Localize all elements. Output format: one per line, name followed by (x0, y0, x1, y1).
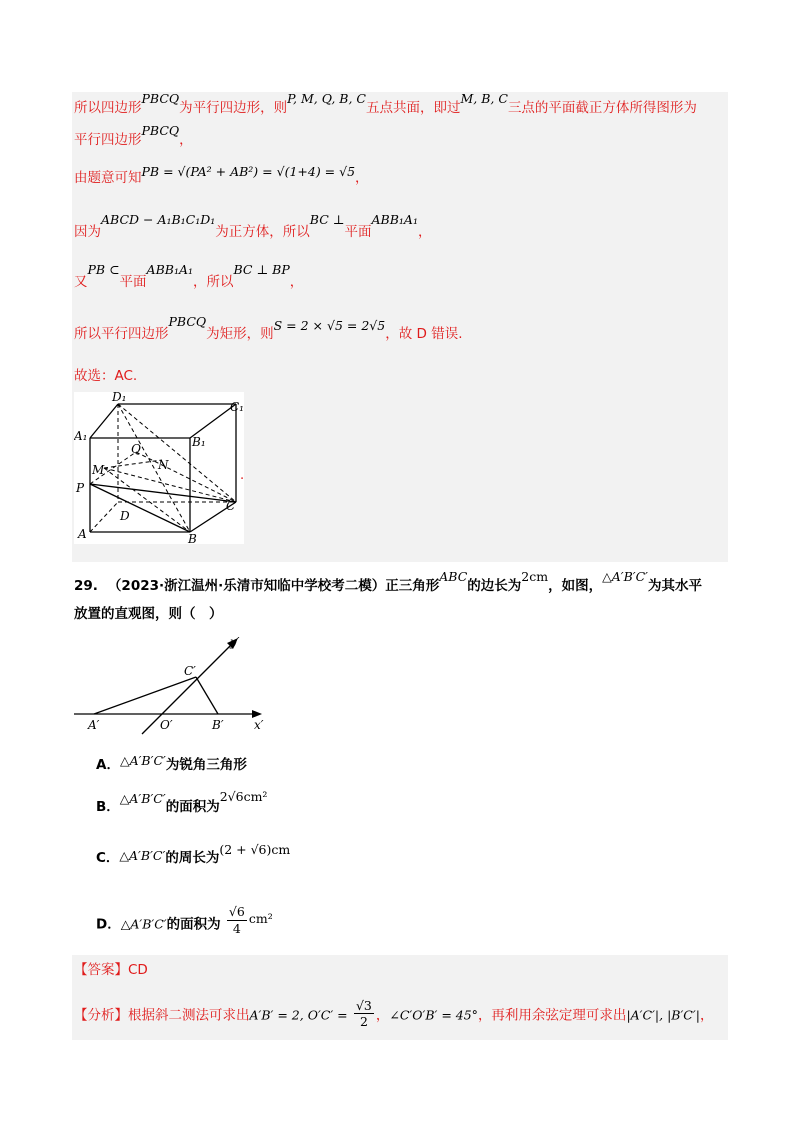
label-b-prime: B′ (212, 718, 224, 732)
option-d[interactable]: D．△A′B′C′的面积为 $\frac{√6}{4}$ cm² (96, 904, 273, 936)
label-x-prime: x′ (254, 718, 264, 732)
problem-stem: 29. （2023·浙江温州·乐清市知临中学校考二模）正三角形ABC的边长为2cm，如图，△A′B′C′为其水平 (74, 569, 702, 594)
option-c[interactable]: C．△A′B′C′的周长为(2 + √6)cm (96, 842, 291, 866)
label-a1: A₁ (74, 429, 88, 443)
label-c-prime: C′ (184, 664, 196, 678)
segment-pb (90, 484, 190, 532)
label-b: B (188, 532, 197, 544)
cube-figure (74, 392, 244, 544)
answer-line: 【答案】CD (74, 962, 148, 978)
label-a: A (78, 527, 87, 541)
label-n: N (158, 458, 169, 472)
analysis-fraction: $\frac{√3}{2}$ (355, 998, 372, 1029)
label-y-prime: y′ (230, 635, 240, 649)
x-axis-arrow (252, 710, 262, 718)
solution-choice: 故选：AC. (74, 368, 138, 384)
analysis-line: 【分析】根据斜二测法可求出A′B′ = 2, O′C′ = $\frac{√3}{2}$ ，∠C′O′B′ = 45°，再利用余弦定理可求出|A′C′|, |B′C′|， (74, 998, 714, 1029)
solution-line-5: 又PB ⊂平面ABB₁A₁，所以BC ⊥ BP， (74, 262, 304, 290)
option-d-fraction: $\frac{√6}{4}$ (228, 904, 245, 936)
solution-line-2: 平行四边形PBCQ， (74, 123, 193, 148)
label-q: Q (131, 442, 141, 456)
label-m: M (92, 463, 105, 477)
label-d1: D₁ (112, 392, 127, 404)
segment-mb (104, 468, 190, 532)
solution-line-3: 由题意可知PB = √(PA² + AB²) = √(1+4) = √5， (74, 164, 369, 186)
label-c1: C₁ (230, 400, 244, 414)
label-a-prime: A′ (88, 718, 100, 732)
solution-line-1: 所以四边形PBCQ为平行四边形，则P, M, Q, B, C五点共面，即过M, B, C三点的平面截正方体所得图形为 (74, 91, 697, 116)
label-p: P (76, 481, 85, 495)
problem-stem-2: 放置的直观图，则（ ） (74, 606, 223, 622)
cube-trailing-dot: . (240, 468, 245, 483)
solution-line-6: 所以平行四边形PBCQ为矩形，则S = 2 × √5 = 2√5，故 D 错误. (74, 314, 463, 342)
label-d: D (120, 509, 130, 523)
label-o-prime: O′ (160, 718, 173, 732)
axes-figure (70, 630, 270, 740)
oblique-axes-diagram (70, 630, 270, 740)
option-b[interactable]: B．△A′B′C′的面积为2√6cm² (96, 789, 268, 815)
label-b1: B₁ (192, 435, 206, 449)
solution-line-4: 因为ABCD − A₁B₁C₁D₁为正方体，所以BC ⊥平面ABB₁A₁， (74, 212, 432, 240)
label-c: C (226, 499, 236, 513)
cube-diagram (74, 392, 254, 544)
side-bc (196, 677, 218, 714)
option-a[interactable]: A．△A′B′C′为锐角三角形 (96, 753, 247, 773)
edge-d1a1 (90, 404, 118, 438)
segment-qc (136, 452, 236, 502)
edge-ad (90, 502, 118, 532)
segment-pc (90, 484, 236, 502)
